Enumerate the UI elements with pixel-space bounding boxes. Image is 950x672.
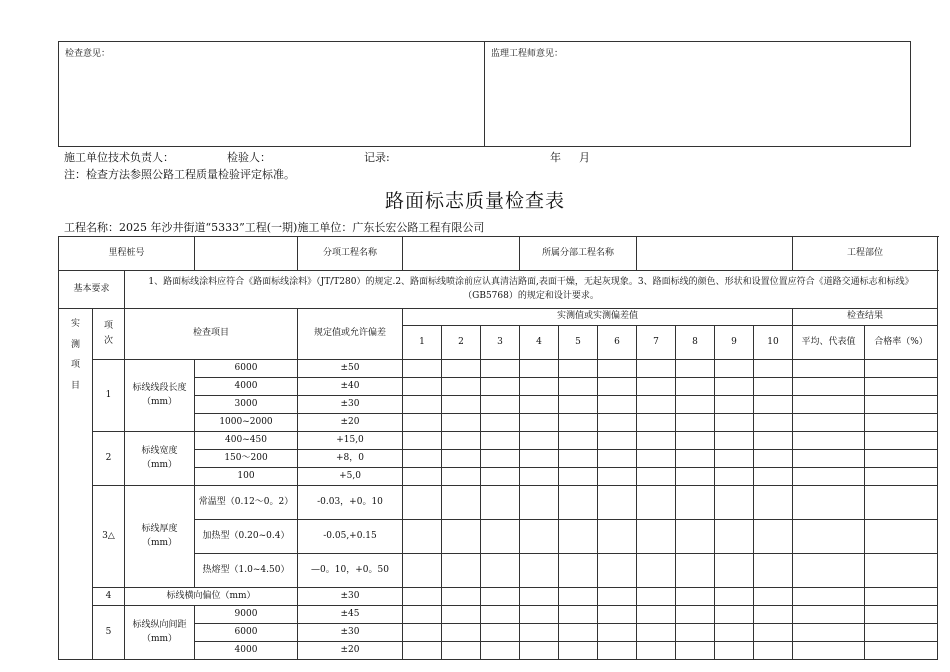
subitem-label: 分项工程名称 [298,237,403,271]
measurement-cell[interactable] [520,642,559,660]
measurement-cell[interactable] [676,414,715,432]
result-cell[interactable] [865,414,938,432]
part-label: 工程部位 [793,237,938,271]
header-row [59,237,938,271]
measurement-cell[interactable] [559,624,598,642]
measurement-cell[interactable] [637,554,676,588]
measurement-cell[interactable] [715,432,754,450]
measurement-cell[interactable] [676,486,715,520]
result-cell[interactable] [865,450,938,468]
spec-value: ±30 [298,624,403,642]
measurement-cell[interactable] [715,360,754,378]
month-label: 月 [579,151,590,164]
result-cell[interactable] [793,606,865,624]
measurement-column-number: 7 [637,326,676,360]
item-no-label [93,309,125,360]
item-number: 4 [93,588,125,606]
measured-items-char: 目 [70,380,80,391]
measurement-cell[interactable] [481,450,520,468]
measurement-cell[interactable] [442,360,481,378]
measurement-cell[interactable] [403,396,442,414]
result-cell[interactable] [865,588,938,606]
project-info: 工程名称：2025 年沙井街道“5333”工程(一期)施工单位：广东长宏公路工程有限公司 [64,221,485,234]
measurement-cell[interactable] [442,606,481,624]
measurement-cell[interactable] [481,486,520,520]
measurement-cell[interactable] [559,606,598,624]
item-no-char: 项 [103,320,113,331]
result-cell[interactable] [793,642,865,660]
measurement-cell[interactable] [481,360,520,378]
result-cell[interactable] [793,486,865,520]
result-cell[interactable] [793,450,865,468]
measured-values-label: 实测值或实测偏差值 [403,309,793,326]
measurement-cell[interactable] [520,414,559,432]
measurement-cell[interactable] [637,588,676,606]
measurement-cell[interactable] [598,588,637,606]
spec-value: ±40 [298,378,403,396]
table-row [59,360,938,378]
measurement-cell[interactable] [403,468,442,486]
supervisor-opinion-label: 监理工程师意见： [491,49,564,59]
measurement-cell[interactable] [754,520,793,554]
measured-items-char: 项 [70,360,80,370]
item-number: 1 [93,360,125,432]
inspection-table [58,236,938,660]
basic-requirements-text: 1、路面标线涂料应符合《路面标线涂料》（JT/T280）的规定.2、路面标线喷涂前应认真清洁路面,表面干燥，无起灰现象。3、路面标线的颜色、形状和设置位置应符合《道路交通标志和标线》（GB5768）的规定和设计要求。 [125,271,938,309]
inspector-label: 检验人： [227,151,271,164]
measurement-cell[interactable] [520,486,559,520]
result-label: 检查结果 [793,309,938,326]
spec-value: ±45 [298,606,403,624]
measurement-cell[interactable] [442,554,481,588]
measurement-cell[interactable] [637,520,676,554]
sub-item: 4000 [195,378,298,396]
measurement-cell[interactable] [676,554,715,588]
result-cell[interactable] [865,378,938,396]
measurement-cell[interactable] [403,414,442,432]
measurement-cell[interactable] [715,642,754,660]
spec-value: —0。10，+0。50 [298,554,403,588]
measurement-cell[interactable] [598,642,637,660]
measurement-cell[interactable] [754,450,793,468]
measurement-cell[interactable] [442,520,481,554]
measurement-cell[interactable] [559,520,598,554]
result-cell[interactable] [793,378,865,396]
measurement-cell[interactable] [715,606,754,624]
spec-value: ±30 [298,588,403,606]
measurement-cell[interactable] [481,554,520,588]
signature-line [64,149,914,165]
result-cell[interactable] [865,360,938,378]
measurement-cell[interactable] [559,378,598,396]
measurement-cell[interactable] [520,588,559,606]
measurement-cell[interactable] [754,378,793,396]
measurement-cell[interactable] [481,414,520,432]
measurement-cell[interactable] [403,606,442,624]
measurement-cell[interactable] [520,520,559,554]
measurement-cell[interactable] [754,486,793,520]
measurement-cell[interactable] [754,554,793,588]
spec-label: 规定值或允许偏差 [298,309,403,360]
result-cell[interactable] [793,588,865,606]
measurement-cell[interactable] [442,486,481,520]
result-cell[interactable] [865,468,938,486]
measurement-cell[interactable] [637,360,676,378]
measurement-cell[interactable] [754,624,793,642]
measurement-cell[interactable] [442,414,481,432]
result-cell[interactable] [865,642,938,660]
item-name: 标线线段长度（mm） [125,360,195,432]
spec-value: ±30 [298,396,403,414]
result-cell[interactable] [793,360,865,378]
average-label: 平均、代表值 [793,326,865,360]
sub-item: 加热型（0.20~0.4） [195,520,298,554]
measurement-cell[interactable] [481,468,520,486]
measurement-cell[interactable] [403,554,442,588]
result-cell[interactable] [793,414,865,432]
division-label: 所属分部工程名称 [520,237,637,271]
measurement-cell[interactable] [520,378,559,396]
measurement-cell[interactable] [754,606,793,624]
measurement-cell[interactable] [598,606,637,624]
measurement-cell[interactable] [598,486,637,520]
measurement-cell[interactable] [754,360,793,378]
measurement-cell[interactable] [520,360,559,378]
measurement-cell[interactable] [754,414,793,432]
measurement-cell[interactable] [481,588,520,606]
measurement-cell[interactable] [676,520,715,554]
station-label: 里程桩号 [59,237,195,271]
sub-item: 6000 [195,624,298,642]
measurement-cell[interactable] [442,642,481,660]
table-row [59,606,938,624]
column-header-row-1 [59,309,938,326]
measurement-cell[interactable] [715,468,754,486]
measurement-cell[interactable] [598,378,637,396]
measurement-cell[interactable] [442,468,481,486]
table-row [59,588,938,606]
measurement-column-number: 6 [598,326,637,360]
sub-item: 9000 [195,606,298,624]
station-value[interactable] [195,237,298,271]
result-cell[interactable] [793,624,865,642]
measurement-cell[interactable] [598,432,637,450]
measurement-cell[interactable] [442,588,481,606]
measurement-cell[interactable] [676,450,715,468]
result-cell[interactable] [865,396,938,414]
year-label: 年 [550,151,561,164]
measurement-cell[interactable] [637,414,676,432]
measurement-cell[interactable] [403,642,442,660]
measurement-cell[interactable] [442,450,481,468]
measurement-cell[interactable] [754,396,793,414]
measurement-column-number: 8 [676,326,715,360]
measurement-cell[interactable] [637,396,676,414]
spec-value: ±50 [298,360,403,378]
measurement-cell[interactable] [481,520,520,554]
measurement-cell[interactable] [676,432,715,450]
spec-value: +5,0 [298,468,403,486]
measurement-cell[interactable] [715,486,754,520]
measurement-cell[interactable] [598,554,637,588]
measurement-cell[interactable] [598,468,637,486]
measurement-cell[interactable] [559,468,598,486]
measurement-cell[interactable] [754,468,793,486]
subitem-value[interactable] [403,237,520,271]
division-value[interactable] [637,237,793,271]
measurement-cell[interactable] [559,360,598,378]
measurement-cell[interactable] [676,606,715,624]
measurement-cell[interactable] [715,378,754,396]
measured-items-label [59,309,93,660]
spec-value: -0.03，+0。10 [298,486,403,520]
result-cell[interactable] [865,624,938,642]
measurement-column-number: 2 [442,326,481,360]
result-cell[interactable] [793,432,865,450]
measurement-cell[interactable] [676,624,715,642]
measurement-cell[interactable] [442,378,481,396]
sub-item: 3000 [195,396,298,414]
table-row [59,486,938,520]
measured-items-char: 测 [70,339,80,350]
spec-value: +15,0 [298,432,403,450]
item-number: 3△ [93,486,125,588]
sub-item: 6000 [195,360,298,378]
measurement-cell[interactable] [637,378,676,396]
measurement-column-number: 5 [559,326,598,360]
measurement-cell[interactable] [481,642,520,660]
measurement-cell[interactable] [520,554,559,588]
measurement-cell[interactable] [559,486,598,520]
sub-item: 4000 [195,642,298,660]
page-title: 路面标志质量检查表 [384,190,565,212]
basic-requirements-label: 基本要求 [59,271,125,309]
measurement-cell[interactable] [442,396,481,414]
sub-item: 400~450 [195,432,298,450]
item-name: 标线横向偏位（mm） [125,588,298,606]
measurement-cell[interactable] [637,486,676,520]
result-cell[interactable] [793,468,865,486]
spec-value: -0.05,+0.15 [298,520,403,554]
spec-value: +8，0 [298,450,403,468]
inspection-opinion-label: 检查意见： [65,49,111,59]
measurement-cell[interactable] [559,432,598,450]
measurement-cell[interactable] [637,606,676,624]
measurement-cell[interactable] [676,588,715,606]
result-cell[interactable] [793,520,865,554]
sub-item: 热熔型（1.0~4.50） [195,554,298,588]
measurement-cell[interactable] [598,360,637,378]
spec-value: ±20 [298,642,403,660]
measurement-cell[interactable] [403,520,442,554]
measurement-column-number: 9 [715,326,754,360]
recorder-label: 记录: [364,151,390,164]
measurement-cell[interactable] [403,378,442,396]
tech-lead-label: 施工单位技术负责人： [64,151,174,164]
measurement-cell[interactable] [676,468,715,486]
pass-rate-label: 合格率（%） [865,326,938,360]
measurement-cell[interactable] [520,432,559,450]
item-name: 标线厚度（mm） [125,486,195,588]
measurement-cell[interactable] [559,588,598,606]
measurement-column-number: 4 [520,326,559,360]
measurement-cell[interactable] [559,396,598,414]
measurement-cell[interactable] [481,606,520,624]
measurement-cell[interactable] [403,624,442,642]
measurement-cell[interactable] [598,396,637,414]
measurement-cell[interactable] [481,432,520,450]
measurement-cell[interactable] [481,624,520,642]
measurement-cell[interactable] [715,554,754,588]
result-cell[interactable] [865,486,938,520]
measurement-cell[interactable] [481,396,520,414]
measurement-cell[interactable] [598,624,637,642]
measurement-cell[interactable] [598,450,637,468]
sub-item: 150～200 [195,450,298,468]
result-cell[interactable] [865,554,938,588]
measurement-cell[interactable] [754,588,793,606]
measurement-cell[interactable] [676,378,715,396]
measurement-cell[interactable] [559,450,598,468]
measurement-cell[interactable] [442,624,481,642]
measurement-cell[interactable] [637,642,676,660]
measurement-cell[interactable] [637,468,676,486]
result-cell[interactable] [793,554,865,588]
measurement-cell[interactable] [637,450,676,468]
measurement-column-number: 3 [481,326,520,360]
measurement-cell[interactable] [520,450,559,468]
item-name: 标线纵向间距（mm） [125,606,195,660]
table-row [59,432,938,450]
measurement-cell[interactable] [598,414,637,432]
measurement-cell[interactable] [559,642,598,660]
measurement-cell[interactable] [520,468,559,486]
measured-items-char: 实 [70,319,80,329]
note: 注：检查方法参照公路工程质量检验评定标准。 [64,168,295,181]
result-cell[interactable] [865,606,938,624]
item-name: 标线宽度（mm） [125,432,195,486]
sub-item: 1000~2000 [195,414,298,432]
opinion-box [58,41,911,147]
measurement-cell[interactable] [403,588,442,606]
measurement-cell[interactable] [598,520,637,554]
measurement-cell[interactable] [520,624,559,642]
result-cell[interactable] [793,396,865,414]
measurement-cell[interactable] [481,378,520,396]
measurement-cell[interactable] [403,486,442,520]
check-item-label: 检查项目 [125,309,298,360]
sub-item: 常温型（0.12～0。2） [195,486,298,520]
measurement-cell[interactable] [676,642,715,660]
measurement-cell[interactable] [403,450,442,468]
measurement-cell[interactable] [715,414,754,432]
measurement-cell[interactable] [403,432,442,450]
basic-requirements-row [59,271,938,309]
measurement-cell[interactable] [403,360,442,378]
measurement-column-number: 1 [403,326,442,360]
measurement-cell[interactable] [715,624,754,642]
result-cell[interactable] [865,520,938,554]
measurement-cell[interactable] [637,624,676,642]
inspection-opinion-field[interactable] [59,42,484,146]
measurement-cell[interactable] [715,520,754,554]
measurement-column-number: 10 [754,326,793,360]
measurement-cell[interactable] [754,642,793,660]
measurement-cell[interactable] [520,396,559,414]
measurement-cell[interactable] [442,432,481,450]
measurement-cell[interactable] [715,450,754,468]
measurement-cell[interactable] [559,414,598,432]
measurement-cell[interactable] [676,360,715,378]
item-number: 5 [93,606,125,660]
measurement-cell[interactable] [715,588,754,606]
measurement-cell[interactable] [754,432,793,450]
sub-item: 100 [195,468,298,486]
measurement-cell[interactable] [676,396,715,414]
item-number: 2 [93,432,125,486]
result-cell[interactable] [865,432,938,450]
item-no-char: 次 [103,336,113,346]
measurement-cell[interactable] [559,554,598,588]
measurement-cell[interactable] [715,396,754,414]
spec-value: ±20 [298,414,403,432]
supervisor-opinion-field[interactable] [484,42,910,146]
measurement-cell[interactable] [637,432,676,450]
measurement-cell[interactable] [520,606,559,624]
